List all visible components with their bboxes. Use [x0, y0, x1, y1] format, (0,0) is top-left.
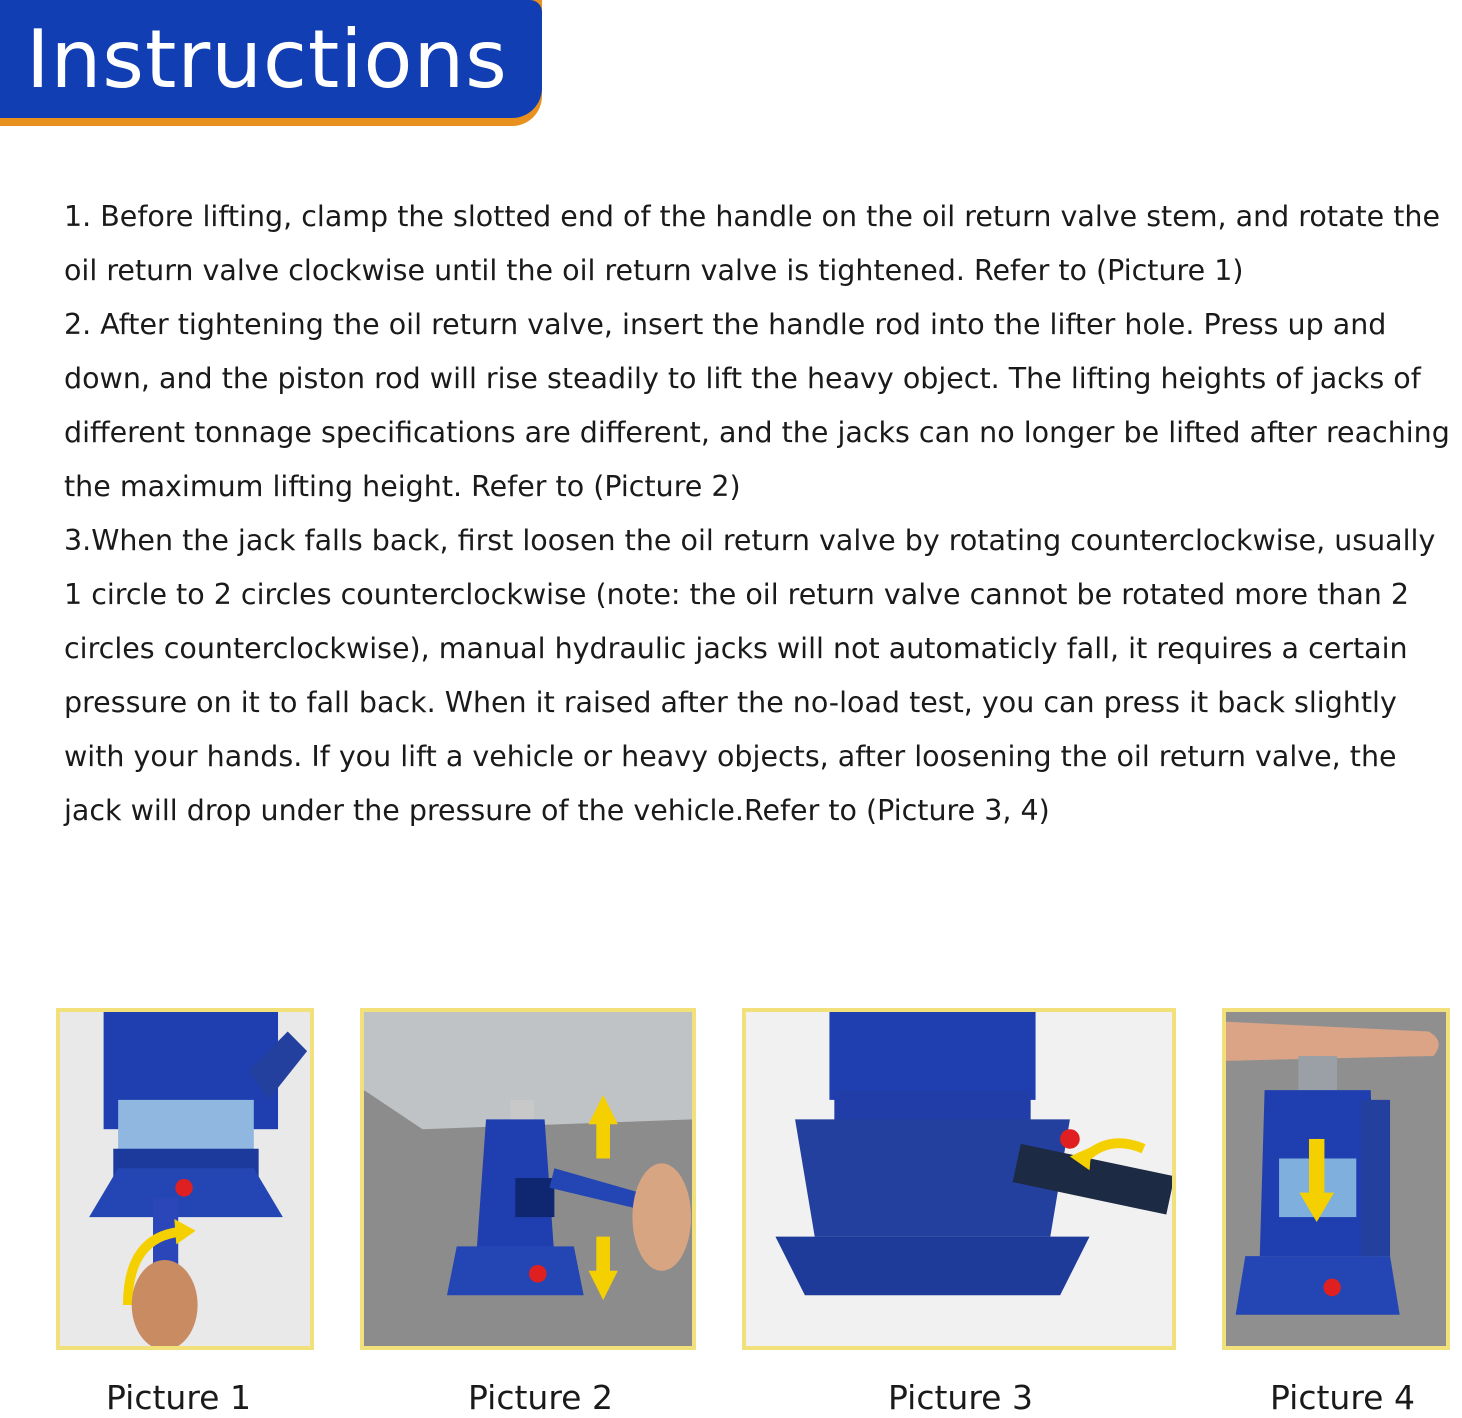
instructions-text: [64, 190, 1460, 838]
page-title: Instructions: [26, 13, 508, 106]
picture-2-photo: [360, 1008, 696, 1350]
title-banner-fill: [0, 0, 542, 118]
picture-3-photo: [742, 1008, 1176, 1350]
picture-4-photo: [1222, 1008, 1450, 1350]
picture-4-caption: Picture 4: [1270, 1378, 1415, 1417]
picture-2-caption: Picture 2: [468, 1378, 613, 1417]
instruction-step-2: 2. After tightening the oil return valve, insert the handle rod into the lifter hole. Press up and down, and the piston rod will rise steadily to lift the heavy object. The lifting heights of jacks of different tonnage specifications are different, and the jacks can no longer be lifted after reaching the maximum lifting height. Refer to (Picture 2): [64, 308, 1450, 503]
title-banner: [0, 0, 542, 126]
instruction-step-3: 3.When the jack falls back, first loosen the oil return valve by rotating counterclockwise, usually 1 circle to 2 circles counterclockwise (note: the oil return valve cannot be rotated more than 2 circles counterclockwise), manual hydraulic jacks will not automaticly fall, it requires a certain pressure on it to fall back. When it raised after the no-load test, you can press it back slightly with your hands. If you lift a vehicle or heavy objects, after loosening the oil return valve, the jack will drop under the pressure of the vehicle.Refer to (Picture 3, 4): [64, 524, 1436, 827]
picture-1-photo: [56, 1008, 314, 1350]
instruction-step-1: 1. Before lifting, clamp the slotted end of the handle on the oil return valve stem, and rotate the oil return valve clockwise until the oil return valve is tightened. Refer to (Picture 1): [64, 200, 1441, 287]
picture-1-caption: Picture 1: [106, 1378, 251, 1417]
picture-3-caption: Picture 3: [888, 1378, 1033, 1417]
